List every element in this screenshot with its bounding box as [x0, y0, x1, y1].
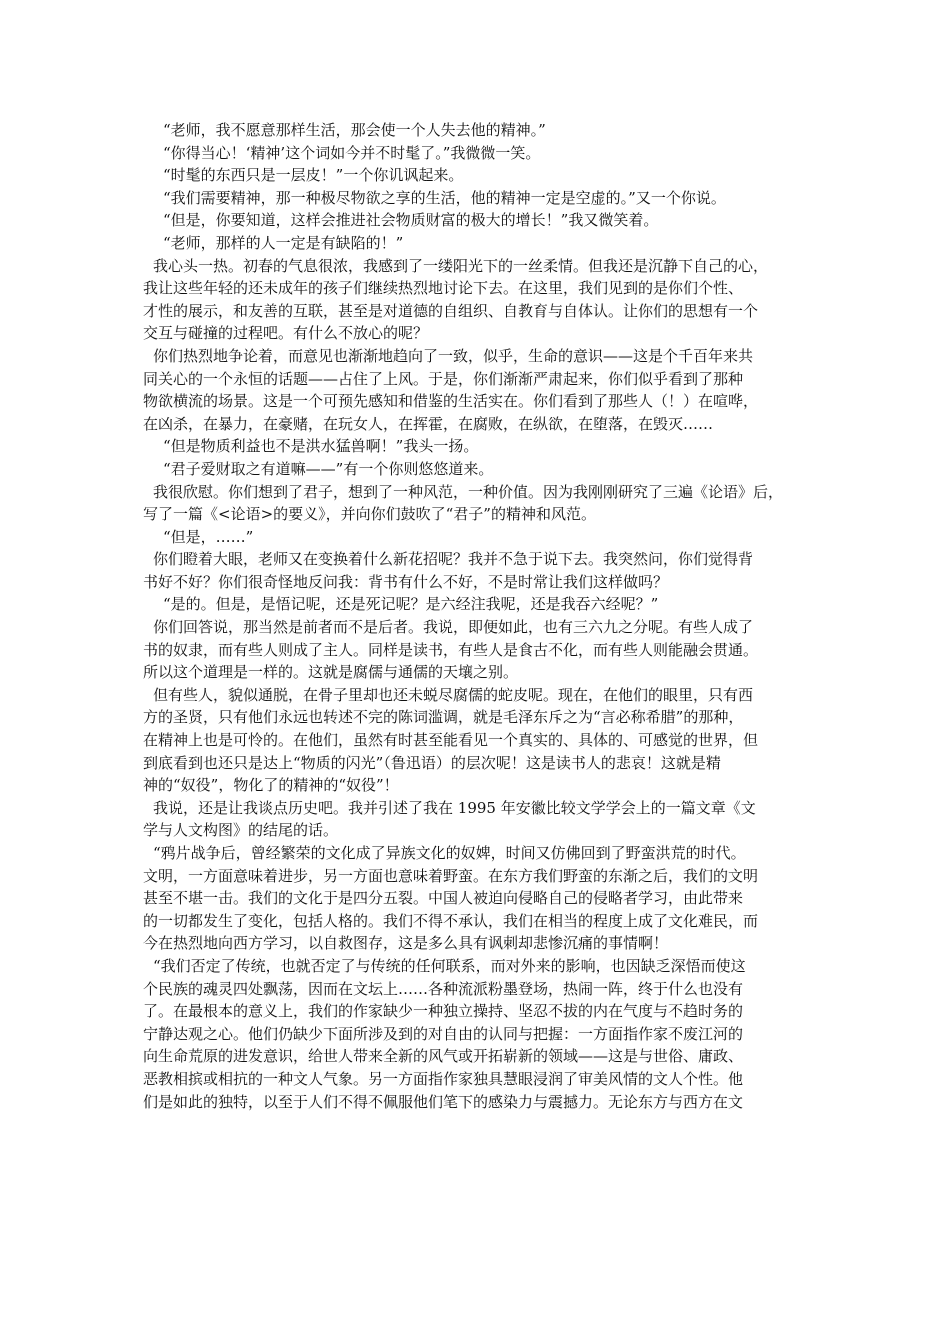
text-line: “老师，我不愿意那样生活，那会使一个人失去他的精神。”	[163, 121, 546, 139]
text-line: 你们热烈地争论着，而意见也渐渐地趋向了一致，似乎，生命的意识——这是个千百年来共	[153, 346, 754, 365]
text-line: 方的圣贤，只有他们永远也转述不完的陈词滥调，就是毛泽东斥之为“言必称希腊”的那种，	[143, 708, 744, 727]
text-line: 个民族的魂灵四处飘荡，因而在文坛上……各种流派粉墨登场，热闹一阵，终于什么也没有	[143, 979, 744, 998]
text-line: “君子爱财取之有道嘛——”有一个你则悠悠道来。	[163, 459, 494, 478]
text-line: 到底看到也还只是达上“物质的闪光”（鲁迅语）的层次呢！这是读书人的悲哀！这就是精	[143, 753, 721, 772]
text-line: 写了一篇《<论语>的要义》，并向你们鼓吹了“君子”的精神和风范。	[143, 505, 596, 524]
text-line: 但有些人，貌似通脱，在骨子里却也还未蜕尽腐儒的蛇皮呢。现在，在他们的眼里，只有西	[153, 685, 754, 704]
text-line: 文明，一方面意味着进步，另一方面也意味着野蛮。在东方我们野蛮的东渐之后，我们的文明	[143, 866, 759, 885]
text-line: 恶教相摈或相抗的一种文人气象。另一方面指作家独具慧眼浸润了审美风情的文人个性。他	[143, 1069, 744, 1088]
text-line: 同关心的一个永恒的话题——占住了上风。于是，你们渐渐严肃起来，你们似乎看到了那种	[143, 369, 744, 388]
text-line: 才性的展示，和友善的互联，甚至是对道德的自组织、自教育与自体认。让你们的思想有一个	[143, 301, 759, 320]
text-line: “但是，你要知道，这样会推进社会物质财富的极大的增长！”我又微笑着。	[163, 211, 659, 230]
text-line: “老师，那样的人一定是有缺陷的！”	[163, 233, 404, 252]
text-line: 所以这个道理是一样的。这就是腐儒与通儒的天壤之别。	[143, 663, 519, 682]
text-line: 宁静达观之心。他们仍缺少下面所涉及到的对自由的认同与把握：一方面指作家不废江河的	[143, 1024, 744, 1043]
text-line: 书的奴隶，而有些人则成了主人。同样是读书，有些人是食古不化，而有些人则能融会贯通。	[143, 640, 759, 659]
text-line: 在凶杀，在暴力，在豪赌，在玩女人，在挥霍，在腐败，在纵欲，在堕落，在毁灭……	[143, 414, 714, 433]
text-line: 我说，还是让我谈点历史吧。我并引述了我在 1995 年安徽比较文学学会上的一篇文章《文	[153, 798, 756, 817]
text-line: “我们否定了传统，也就否定了与传统的任何联系，而对外来的影响，也因缺乏深悟而使这	[153, 956, 746, 975]
text-line: 在精神上也是可怜的。在他们，虽然有时甚至能看见一个真实的、具体的、可感觉的世界，但	[143, 731, 759, 750]
text-line: “我们需要精神，那一种极尽物欲之享的生活，他的精神一定是空虚的。”又一个你说。	[163, 188, 726, 207]
text-line: 你们瞪着大眼，老师又在变换着什么新花招呢？我并不急于说下去。我突然问，你们觉得背	[153, 550, 754, 569]
text-line: 我心头一热。初春的气息很浓，我感到了一缕阳光下的一丝柔情。但我还是沉静下自己的心，	[153, 256, 769, 275]
text-line: 的一切都发生了变化，包括人格的。我们不得不承认，我们在相当的程度上成了文化难民，而	[143, 911, 759, 930]
text-line: 交互与碰撞的过程吧。有什么不放心的呢？	[143, 324, 429, 343]
text-line: 向生命荒原的进发意识，给世人带来全新的风气或开拓崭新的领域——这是与世俗、庸政、	[143, 1047, 744, 1066]
document-body	[143, 119, 815, 1113]
text-line: 今在热烈地向西方学习，以自救图存，这是多么具有讽刺却悲惨沉痛的事情啊！	[143, 934, 669, 953]
text-line: 了。在最根本的意义上，我们的作家缺少一种独立操持、坚忍不拔的内在气度与不趋时务的	[143, 1002, 744, 1021]
text-line: “但是物质利益也不是洪水猛兽啊！”我头一扬。	[163, 437, 479, 456]
text-line: 书好不好？你们很奇怪地反问我：背书有什么不好，不是时常让我们这样做吗？	[143, 572, 669, 591]
text-line: 我很欣慰。你们想到了君子，想到了一种风范，一种价值。因为我刚刚研究了三遍《论语》后，	[153, 482, 784, 501]
text-line: 我让这些年轻的还未成年的孩子们继续热烈地讨论下去。在这里，我们见到的是你们个性、	[143, 279, 744, 298]
text-line: “你得当心！‘精神’这个词如今并不时髦了。”我微微一笑。	[163, 143, 541, 162]
text-line: 物欲横流的场景。这是一个可预先感知和借鉴的生活实在。你们看到了那些人（！）在喧哗，	[143, 392, 759, 411]
text-line: 神的“奴役”，物化了的精神的“奴役”！	[143, 776, 399, 795]
text-line: 学与人文构图》的结尾的话。	[143, 821, 339, 840]
text-line: “是的。但是，是悟记呢，还是死记呢？是六经注我呢，还是我吞六经呢？”	[163, 595, 659, 614]
text-line: “但是，……”	[163, 527, 254, 546]
text-line: 甚至不堪一击。我们的文化于是四分五裂。中国人被迫向侵略自己的侵略者学习，由此带来	[143, 889, 744, 908]
text-line: “鸦片战争后，曾经繁荣的文化成了异族文化的奴婢，时间又仿佛回到了野蛮洪荒的时代。	[153, 844, 746, 862]
text-line: 们是如此的独特，以至于人们不得不佩服他们笔下的感染力与震撼力。无论东方与西方在文	[143, 1092, 744, 1111]
text-line: “时髦的东西只是一层皮！”一个你讥讽起来。	[163, 166, 464, 185]
text-line: 你们回答说，那当然是前者而不是后者。我说，即便如此，也有三六九之分呢。有些人成了	[153, 618, 754, 637]
